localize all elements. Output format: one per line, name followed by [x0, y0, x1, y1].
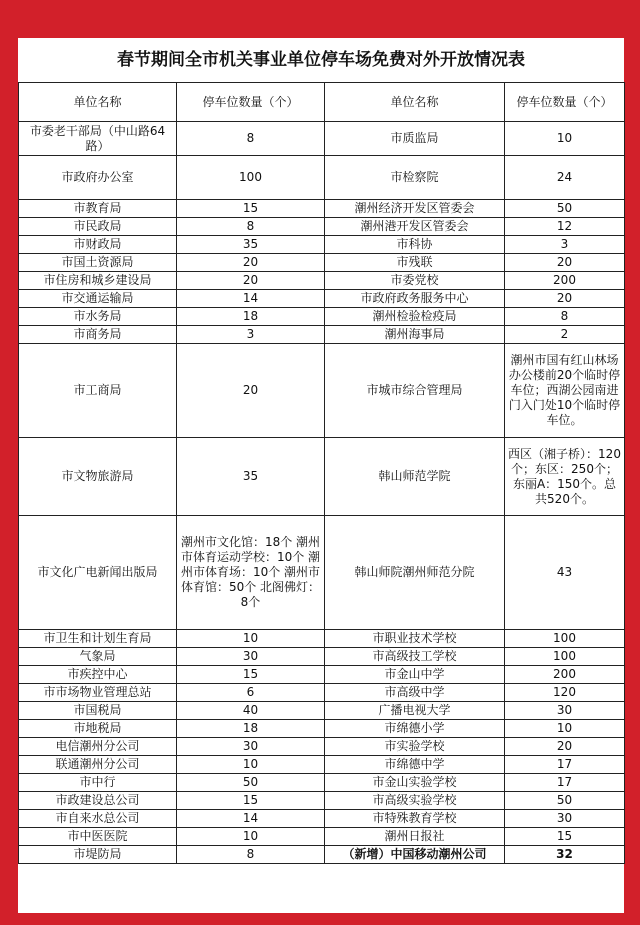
cell-unit-name: 市政府政务服务中心: [325, 290, 505, 308]
cell-parking-count: 35: [177, 438, 325, 516]
cell-parking-count: 8: [177, 218, 325, 236]
table-row: [19, 290, 625, 308]
cell-parking-count: 18: [177, 720, 325, 738]
cell-unit-name: 市特殊教育学校: [325, 810, 505, 828]
cell-unit-name: 市科协: [325, 236, 505, 254]
table-row: [19, 720, 625, 738]
cell-unit-name: 潮州检验检疫局: [325, 308, 505, 326]
cell-unit-name: 市商务局: [19, 326, 177, 344]
cell-unit-name: 潮州海事局: [325, 326, 505, 344]
cell-parking-count: 3: [177, 326, 325, 344]
cell-parking-count: 30: [177, 648, 325, 666]
cell-parking-count: 6: [177, 684, 325, 702]
cell-unit-name: 潮州经济开发区管委会: [325, 200, 505, 218]
cell-unit-name: 市绵德中学: [325, 756, 505, 774]
cell-parking-count: 10: [177, 756, 325, 774]
cell-unit-name: 潮州港开发区管委会: [325, 218, 505, 236]
table-row: [19, 810, 625, 828]
cell-parking-count: 120: [505, 684, 625, 702]
cell-unit-name: 市质监局: [325, 122, 505, 156]
table-row: [19, 738, 625, 756]
cell-parking-count: 100: [505, 648, 625, 666]
cell-parking-count: 8: [177, 122, 325, 156]
cell-parking-count: 10: [505, 720, 625, 738]
cell-unit-name: 潮州日报社: [325, 828, 505, 846]
cell-unit-name: 电信潮州分公司: [19, 738, 177, 756]
cell-unit-name: 韩山师院潮州师范分院: [325, 516, 505, 630]
cell-unit-name: 市水务局: [19, 308, 177, 326]
cell-unit-name: 市国税局: [19, 702, 177, 720]
table-row: [19, 236, 625, 254]
cell-unit-name: 市国土资源局: [19, 254, 177, 272]
table-row: [19, 200, 625, 218]
cell-parking-count: 200: [505, 666, 625, 684]
table-row: [19, 846, 625, 864]
cell-unit-name: 市工商局: [19, 344, 177, 438]
cell-unit-name: 市自来水总公司: [19, 810, 177, 828]
cell-unit-name: 市民政局: [19, 218, 177, 236]
header-cell-unit-name: 单位名称: [19, 83, 177, 122]
cell-unit-name: 市城市综合管理局: [325, 344, 505, 438]
cell-parking-count: 3: [505, 236, 625, 254]
cell-unit-name: 市地税局: [19, 720, 177, 738]
cell-unit-name: 联通潮州分公司: [19, 756, 177, 774]
table-header-row: [19, 83, 625, 122]
table-row: [19, 218, 625, 236]
cell-parking-count: 40: [177, 702, 325, 720]
cell-unit-name: 市市场物业管理总站: [19, 684, 177, 702]
cell-unit-name: 市职业技术学校: [325, 630, 505, 648]
cell-unit-name: 市实验学校: [325, 738, 505, 756]
table-row: [19, 326, 625, 344]
table-row: [19, 630, 625, 648]
header-cell-unit-name: 单位名称: [325, 83, 505, 122]
cell-parking-count: 100: [505, 630, 625, 648]
cell-parking-count: 2: [505, 326, 625, 344]
table-row: [19, 156, 625, 200]
cell-unit-name: 市金山中学: [325, 666, 505, 684]
cell-unit-name: 市绵德小学: [325, 720, 505, 738]
table-row: [19, 272, 625, 290]
cell-parking-count: 15: [177, 666, 325, 684]
table-row: [19, 438, 625, 516]
cell-unit-name: 市委老干部局（中山路64路）: [19, 122, 177, 156]
cell-parking-count: 17: [505, 774, 625, 792]
cell-parking-count: 50: [505, 792, 625, 810]
cell-parking-count: 32: [505, 846, 625, 864]
cell-unit-name: 市中医医院: [19, 828, 177, 846]
cell-parking-count: 8: [177, 846, 325, 864]
cell-unit-name: 市政府办公室: [19, 156, 177, 200]
cell-unit-name: 市疾控中心: [19, 666, 177, 684]
cell-unit-name: 市文化广电新闻出版局: [19, 516, 177, 630]
cell-parking-count: 30: [505, 810, 625, 828]
cell-parking-count: 18: [177, 308, 325, 326]
cell-parking-count: 20: [177, 344, 325, 438]
table-row: [19, 774, 625, 792]
cell-parking-count: 20: [505, 290, 625, 308]
cell-parking-count: 20: [505, 738, 625, 756]
table-row: [19, 344, 625, 438]
table-row: [19, 684, 625, 702]
cell-unit-name: 市财政局: [19, 236, 177, 254]
cell-unit-name: 市卫生和计划生育局: [19, 630, 177, 648]
cell-parking-count: 30: [505, 702, 625, 720]
cell-unit-name: 气象局: [19, 648, 177, 666]
cell-parking-count: 10: [177, 828, 325, 846]
cell-parking-count: 15: [177, 792, 325, 810]
cell-parking-count: 35: [177, 236, 325, 254]
header-cell-parking-count: 停车位数量（个）: [177, 83, 325, 122]
cell-unit-name: 市政建设总公司: [19, 792, 177, 810]
cell-parking-count: 24: [505, 156, 625, 200]
cell-parking-count: 20: [177, 272, 325, 290]
page-title: 春节期间全市机关事业单位停车场免费对外开放情况表: [117, 50, 525, 70]
cell-unit-name: （新增）中国移动潮州公司: [325, 846, 505, 864]
cell-unit-name: 市高级实验学校: [325, 792, 505, 810]
cell-parking-count: 15: [177, 200, 325, 218]
header-cell-parking-count: 停车位数量（个）: [505, 83, 625, 122]
cell-unit-name: 市中行: [19, 774, 177, 792]
cell-parking-count: 20: [177, 254, 325, 272]
cell-unit-name: 市委党校: [325, 272, 505, 290]
cell-parking-count: 西区（湘子桥）：120个；东区：250个；东丽A：150个。总共520个。: [505, 438, 625, 516]
table-row: [19, 254, 625, 272]
cell-parking-count: 8: [505, 308, 625, 326]
parking-table: [18, 82, 625, 864]
cell-unit-name: 市金山实验学校: [325, 774, 505, 792]
cell-parking-count: 50: [505, 200, 625, 218]
table-row: [19, 122, 625, 156]
cell-parking-count: 30: [177, 738, 325, 756]
table-row: [19, 308, 625, 326]
cell-parking-count: 14: [177, 290, 325, 308]
cell-parking-count: 200: [505, 272, 625, 290]
cell-parking-count: 14: [177, 810, 325, 828]
cell-parking-count: 50: [177, 774, 325, 792]
cell-unit-name: 市检察院: [325, 156, 505, 200]
table-row: [19, 702, 625, 720]
cell-unit-name: 韩山师范学院: [325, 438, 505, 516]
cell-parking-count: 12: [505, 218, 625, 236]
table-row: [19, 648, 625, 666]
cell-unit-name: 市文物旅游局: [19, 438, 177, 516]
cell-parking-count: 10: [177, 630, 325, 648]
table-row: [19, 792, 625, 810]
table-row: [19, 516, 625, 630]
parking-table-sheet: [18, 38, 624, 913]
cell-parking-count: 17: [505, 756, 625, 774]
table-row: [19, 756, 625, 774]
cell-parking-count: 20: [505, 254, 625, 272]
cell-parking-count: 100: [177, 156, 325, 200]
cell-unit-name: 市高级技工学校: [325, 648, 505, 666]
cell-unit-name: 市交通运输局: [19, 290, 177, 308]
cell-unit-name: 市残联: [325, 254, 505, 272]
table-row: [19, 828, 625, 846]
cell-unit-name: 市教育局: [19, 200, 177, 218]
cell-parking-count: 潮州市文化馆：18个 潮州市体育运动学校：10个 潮州市体育场：10个 潮州市体育馆：50个 北阁佛灯：8个: [177, 516, 325, 630]
cell-parking-count: 43: [505, 516, 625, 630]
cell-parking-count: 15: [505, 828, 625, 846]
cell-parking-count: 10: [505, 122, 625, 156]
cell-unit-name: 市堤防局: [19, 846, 177, 864]
cell-unit-name: 广播电视大学: [325, 702, 505, 720]
table-row: [19, 666, 625, 684]
cell-unit-name: 市高级中学: [325, 684, 505, 702]
cell-unit-name: 市住房和城乡建设局: [19, 272, 177, 290]
cell-parking-count: 潮州市国有红山林场办公楼前20个临时停车位；西湖公园南进门入门处10个临时停车位。: [505, 344, 625, 438]
